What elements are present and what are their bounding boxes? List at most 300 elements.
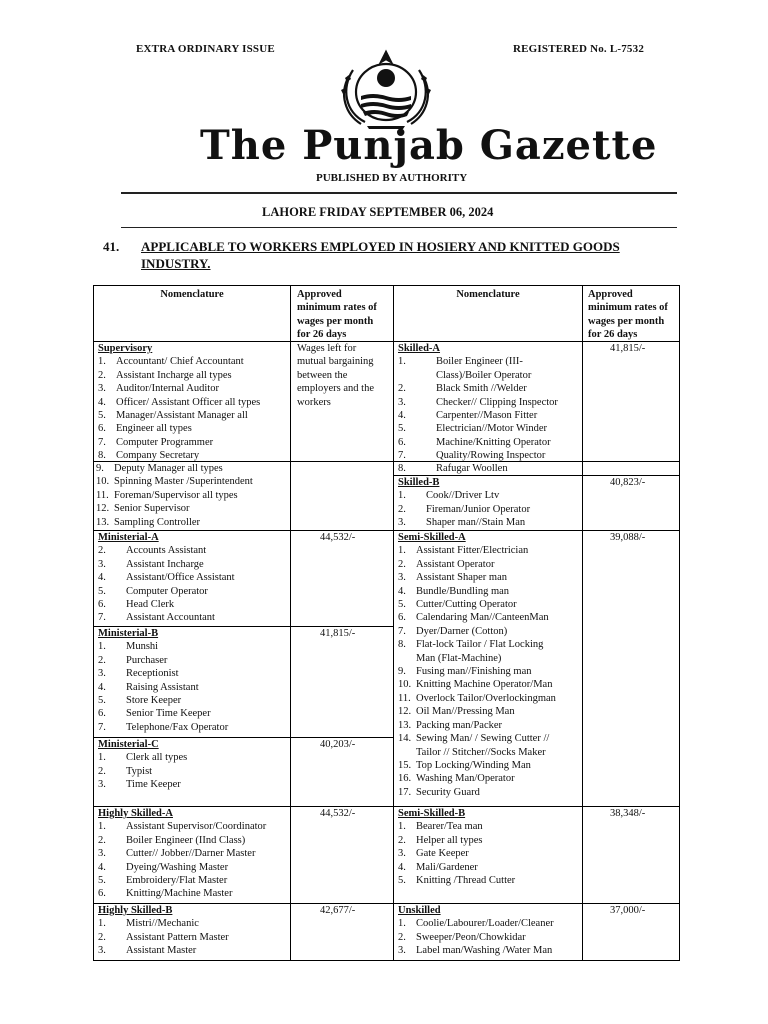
item-number: 4. <box>98 396 106 408</box>
list-item <box>398 369 582 382</box>
item-number: 1. <box>98 821 106 833</box>
group-semi-skilled-b <box>398 807 582 903</box>
list-item <box>98 369 290 382</box>
item-number: 3. <box>398 945 406 957</box>
section-title-cont <box>141 256 211 272</box>
list-item <box>98 765 290 778</box>
item-number: 6. <box>98 599 106 611</box>
rate-line: Wages left for <box>297 343 357 354</box>
list-item <box>98 751 290 764</box>
group-skilled-a-cont <box>398 462 582 475</box>
item-text: Boiler Engineer (III- <box>436 356 523 368</box>
item-number: 2. <box>398 558 406 570</box>
list-item <box>398 355 582 368</box>
group-title: Unskilled <box>398 905 441 916</box>
rate-unskilled: 37,000/- <box>610 905 646 916</box>
item-text: Washing Man/Operator <box>416 773 515 785</box>
item-number: 6. <box>98 423 106 435</box>
item-text: Cutter// Jobber//Darner Master <box>126 848 256 860</box>
group-ministerial-c <box>98 738 290 806</box>
item-number: 1. <box>98 918 106 930</box>
item-number: 6. <box>98 888 106 900</box>
item-text: Company Secretary <box>116 450 200 461</box>
section-title <box>141 239 620 255</box>
list-item <box>398 874 582 887</box>
group-title: Ministerial-B <box>98 628 159 639</box>
item-text: Mali/Gardener <box>416 861 478 873</box>
item-text: Label man/Washing /Water Man <box>416 945 553 957</box>
list-item <box>98 355 290 368</box>
list-item <box>398 678 582 691</box>
list-item <box>398 652 582 665</box>
item-number: 1. <box>98 356 106 368</box>
group-highly-skilled-b <box>98 904 290 960</box>
item-text: Man (Flat-Machine) <box>416 652 502 664</box>
group-ministerial-b <box>98 627 290 737</box>
item-number: 5. <box>98 410 106 422</box>
section-number: 41. <box>103 239 120 254</box>
list-item <box>398 931 582 944</box>
item-number: 6. <box>398 612 406 624</box>
item-number: 3. <box>398 517 406 529</box>
group-title: Semi-Skilled-B <box>398 808 466 819</box>
rate-highly-skilled-a: 44,532/- <box>320 808 356 819</box>
group-title: Ministerial-A <box>98 532 159 543</box>
list-item <box>398 944 582 957</box>
list-item <box>98 694 290 707</box>
rate-line: mutual bargaining <box>297 356 374 368</box>
item-text: Cutter/Cutting Operator <box>416 599 517 611</box>
item-number: 2. <box>398 503 406 515</box>
item-text: Assistant Pattern Master <box>126 931 229 943</box>
list-item <box>398 820 582 833</box>
rate-semi-skilled-a: 39,088/- <box>610 532 646 543</box>
list-item <box>98 667 290 680</box>
item-text: Cook//Driver Ltv <box>426 490 500 502</box>
item-text: Quality/Rowing Inspector <box>436 450 546 461</box>
header-nomenclature-left: Nomenclature <box>160 289 224 300</box>
item-number: 5. <box>398 423 406 435</box>
list-item <box>98 707 290 720</box>
item-text: Embroidery/Flat Master <box>126 875 228 887</box>
item-text: Clerk all types <box>126 752 188 764</box>
list-item <box>98 721 290 734</box>
item-number: 7. <box>398 625 406 637</box>
group-skilled-b <box>398 476 582 530</box>
item-number: 8. <box>398 463 406 474</box>
item-text: Overlock Tailor/Overlockingman <box>416 692 556 704</box>
header-nomenclature-right: Nomenclature <box>456 289 520 300</box>
item-text: Sampling Controller <box>114 516 201 528</box>
rate-line: employers and the <box>297 383 374 395</box>
list-item <box>98 382 290 395</box>
section-title-line2: INDUSTRY. <box>141 256 211 271</box>
item-text: Machine/Knitting Operator <box>436 436 551 448</box>
table-border <box>93 960 680 961</box>
item-number: 1. <box>398 918 406 930</box>
header-rate-line: for 26 days <box>588 329 638 341</box>
gazette-title: The Punjab Gazette <box>200 122 658 169</box>
item-text: Munshi <box>126 641 159 653</box>
list-item <box>96 502 290 515</box>
item-number: 4. <box>398 861 406 873</box>
item-number: 4. <box>98 572 106 584</box>
item-text: Sweeper/Peon/Chowkidar <box>416 931 526 943</box>
item-number: 2. <box>98 545 106 557</box>
table-border <box>679 285 680 961</box>
item-number: 5. <box>98 875 106 887</box>
list-item <box>398 436 582 449</box>
item-text: Bundle/Bundling man <box>416 585 510 597</box>
list-item <box>398 503 582 516</box>
item-number: 15. <box>398 759 412 771</box>
item-text: Foreman/Supervisor all types <box>114 489 238 501</box>
list-item <box>398 516 582 529</box>
rate-ministerial-a: 44,532/- <box>320 532 356 543</box>
list-item <box>398 665 582 678</box>
item-number: 4. <box>398 410 406 422</box>
item-text: Black Smith //Welder <box>436 383 527 395</box>
item-text: Shaper man//Stain Man <box>426 517 526 529</box>
punjab-emblem-icon <box>331 48 441 130</box>
dateline: LAHORE FRIDAY SEPTEMBER 06, 2024 <box>262 205 494 219</box>
list-item <box>98 409 290 422</box>
list-item <box>96 516 290 529</box>
header-rate-line: wages per month <box>588 315 665 327</box>
item-number: 3. <box>398 572 406 584</box>
header-rate-line: minimum rates of <box>297 302 377 314</box>
item-text: Fireman/Junior Operator <box>426 503 531 515</box>
item-number: 1. <box>398 545 406 557</box>
item-number: 10. <box>398 679 412 691</box>
header-rate-line: wages per month <box>297 315 374 327</box>
item-number: 13. <box>96 516 110 528</box>
item-text: Tailor // Stitcher//Socks Maker <box>416 746 546 758</box>
rate-line: workers <box>297 396 331 408</box>
list-item <box>98 585 290 598</box>
group-ministerial-a <box>98 531 290 626</box>
list-item <box>398 861 582 874</box>
item-text: Knitting /Thread Cutter <box>416 875 516 887</box>
group-title: Ministerial-C <box>98 739 159 750</box>
item-text: Computer Programmer <box>116 436 214 448</box>
header-rate-left <box>297 288 392 342</box>
item-text: Telephone/Fax Operator <box>126 721 229 733</box>
table-border <box>582 285 583 961</box>
item-text: Coolie/Labourer/Loader/Cleaner <box>416 918 554 930</box>
list-item <box>98 820 290 833</box>
item-text: Gate Keeper <box>416 848 469 860</box>
item-number: 7. <box>98 721 106 733</box>
item-number: 2. <box>398 383 406 395</box>
list-item <box>398 732 582 745</box>
item-text: Mistri//Mechanic <box>126 918 199 930</box>
item-text: Assistant Master <box>126 945 197 957</box>
list-item <box>398 746 582 759</box>
item-number: 5. <box>398 875 406 887</box>
item-number: 3. <box>398 396 406 408</box>
list-item <box>98 544 290 557</box>
rate-line: between the <box>297 369 348 381</box>
item-text: Boiler Engineer (IInd Class) <box>126 834 246 846</box>
item-number: 7. <box>98 436 106 448</box>
item-number: 1. <box>398 490 406 502</box>
item-text: Assistant Incharge <box>126 558 204 570</box>
header-rate-line: Approved <box>588 289 633 300</box>
item-number: 3. <box>398 848 406 860</box>
group-title: Skilled-A <box>398 343 441 354</box>
list-item <box>398 409 582 422</box>
item-number: 2. <box>98 369 106 381</box>
item-number: 1. <box>398 821 406 833</box>
rate-skilled-a: 41,815/- <box>610 343 646 354</box>
item-number: 2. <box>98 765 106 777</box>
item-text: Time Keeper <box>126 779 181 791</box>
list-item <box>98 874 290 887</box>
item-text: Security Guard <box>416 786 480 798</box>
item-text: Purchaser <box>126 654 168 666</box>
header-rule-top <box>121 192 677 194</box>
item-number: 1. <box>98 752 106 764</box>
item-text: Auditor/Internal Auditor <box>116 383 219 395</box>
group-skilled-a <box>398 342 582 461</box>
item-number: 5. <box>98 585 106 597</box>
header-rate-line: minimum rates of <box>588 302 668 314</box>
item-text: Spinning Master /Superintendent <box>114 476 253 488</box>
item-text: Class)/Boiler Operator <box>436 369 532 381</box>
list-item <box>96 462 290 475</box>
item-text: Top Locking/Winding Man <box>416 759 531 771</box>
item-number: 7. <box>398 450 406 461</box>
list-item <box>398 449 582 461</box>
list-item <box>398 719 582 732</box>
list-item <box>98 847 290 860</box>
item-number: 8. <box>398 639 406 651</box>
list-item <box>398 598 582 611</box>
item-number: 8. <box>98 450 106 461</box>
header-rate-right <box>588 288 680 342</box>
list-item <box>398 638 582 651</box>
item-number: 11. <box>398 692 411 704</box>
item-text: Knitting/Machine Master <box>126 888 233 900</box>
list-item <box>398 847 582 860</box>
item-text: Head Clerk <box>126 599 175 611</box>
list-item <box>398 422 582 435</box>
list-item <box>96 489 290 502</box>
list-item <box>398 705 582 718</box>
list-item <box>398 786 582 799</box>
item-number: 7. <box>98 612 106 624</box>
table-border <box>93 285 94 961</box>
rate-ministerial-c: 40,203/- <box>320 739 356 750</box>
list-item <box>98 944 290 957</box>
item-number: 13. <box>398 719 412 731</box>
item-text: Carpenter//Mason Fitter <box>436 410 538 422</box>
item-text: Manager/Assistant Manager all <box>116 410 248 422</box>
item-number: 4. <box>98 861 106 873</box>
item-text: Packing man/Packer <box>416 719 503 731</box>
item-text: Fusing man//Finishing man <box>416 666 532 678</box>
item-number: 10. <box>96 476 110 488</box>
list-item <box>98 640 290 653</box>
group-unskilled <box>398 904 582 960</box>
item-number: 2. <box>98 834 106 846</box>
item-text: Assistant Incharge all types <box>116 369 232 381</box>
header-rate-line: for 26 days <box>297 329 347 341</box>
list-item <box>98 449 290 461</box>
item-number: 5. <box>398 599 406 611</box>
item-number: 4. <box>98 681 106 693</box>
list-item <box>398 611 582 624</box>
group-title: Skilled-B <box>398 477 440 488</box>
item-text: Dyeing/Washing Master <box>126 861 229 873</box>
item-text: Engineer all types <box>116 423 192 435</box>
group-title: Supervisory <box>98 343 153 354</box>
section-title-line1: APPLICABLE TO WORKERS EMPLOYED IN HOSIERY AND KNITTED GOODS <box>141 239 620 254</box>
item-text: Knitting Machine Operator/Man <box>416 679 553 691</box>
list-item <box>98 558 290 571</box>
item-number: 2. <box>98 654 106 666</box>
list-item <box>98 778 290 791</box>
item-number: 3. <box>98 848 106 860</box>
item-number: 3. <box>98 668 106 680</box>
item-text: Dyer/Darner (Cotton) <box>416 625 508 637</box>
list-item <box>96 475 290 488</box>
rate-supervisory <box>297 342 392 409</box>
list-item <box>398 489 582 502</box>
item-text: Electrician//Motor Winder <box>436 423 548 435</box>
item-text: Assistant Fitter/Electrician <box>416 545 529 557</box>
list-item <box>98 917 290 930</box>
list-item <box>398 772 582 785</box>
item-text: Deputy Manager all types <box>114 463 223 474</box>
rate-highly-skilled-b: 42,677/- <box>320 905 356 916</box>
list-item <box>98 681 290 694</box>
item-text: Assistant Supervisor/Coordinator <box>126 821 267 833</box>
list-item <box>398 585 582 598</box>
list-item <box>398 544 582 557</box>
item-text: Calendaring Man//CanteenMan <box>416 612 549 624</box>
item-text: Rafugar Woollen <box>436 463 508 474</box>
item-number: 14. <box>398 733 412 745</box>
group-supervisory-cont <box>96 462 290 529</box>
group-title: Semi-Skilled-A <box>398 532 466 543</box>
item-number: 3. <box>98 383 106 395</box>
list-item <box>98 422 290 435</box>
issue-label: EXTRA ORDINARY ISSUE <box>136 43 275 55</box>
list-item <box>98 436 290 449</box>
item-text: Receptionist <box>126 668 179 680</box>
group-highly-skilled-a <box>98 807 290 903</box>
item-number: 4. <box>398 585 406 597</box>
rate-ministerial-b: 41,815/- <box>320 628 356 639</box>
item-text: Helper all types <box>416 834 483 846</box>
rate-semi-skilled-b: 38,348/- <box>610 808 646 819</box>
list-item <box>98 834 290 847</box>
item-text: Assistant Shaper man <box>416 572 507 584</box>
list-item <box>398 571 582 584</box>
list-item <box>398 462 582 475</box>
list-item <box>398 382 582 395</box>
item-text: Bearer/Tea man <box>416 821 483 833</box>
item-number: 2. <box>398 931 406 943</box>
item-text: Assistant/Office Assistant <box>126 572 235 584</box>
item-text: Officer/ Assistant Officer all types <box>116 396 261 408</box>
item-text: Flat-lock Tailor / Flat Locking <box>416 639 544 651</box>
header-rule-bottom <box>121 227 677 228</box>
list-item <box>98 654 290 667</box>
table-border <box>393 285 394 961</box>
item-text: Store Keeper <box>126 695 182 707</box>
group-title: Highly Skilled-A <box>98 808 173 819</box>
published-by-authority: PUBLISHED BY AUTHORITY <box>316 172 468 184</box>
list-item <box>398 759 582 772</box>
item-text: Typist <box>126 765 153 777</box>
list-item <box>398 917 582 930</box>
item-text: Assistant Accountant <box>126 612 215 624</box>
item-number: 3. <box>98 779 106 791</box>
item-text: Oil Man//Pressing Man <box>416 706 515 718</box>
item-number: 3. <box>98 945 106 957</box>
list-item <box>398 558 582 571</box>
item-text: Senior Supervisor <box>114 503 190 515</box>
item-number: 17. <box>398 786 412 798</box>
list-item <box>98 861 290 874</box>
item-number: 1. <box>98 641 106 653</box>
group-title: Highly Skilled-B <box>98 905 173 916</box>
list-item <box>398 396 582 409</box>
item-text: Checker// Clipping Inspector <box>436 396 558 408</box>
list-item <box>98 598 290 611</box>
list-item <box>398 625 582 638</box>
header-rate-line: Approved <box>297 289 342 300</box>
rate-skilled-b: 40,823/- <box>610 477 646 488</box>
list-item <box>98 571 290 584</box>
item-number: 12. <box>96 503 110 515</box>
list-item <box>98 931 290 944</box>
item-text: Assistant Operator <box>416 558 495 570</box>
table-border <box>93 285 680 286</box>
item-text: Computer Operator <box>126 585 208 597</box>
registration-number: REGISTERED No. L-7532 <box>513 43 645 55</box>
item-number: 11. <box>96 489 109 501</box>
list-item <box>98 611 290 624</box>
item-number: 2. <box>98 931 106 943</box>
item-number: 9. <box>398 666 406 678</box>
list-item <box>398 834 582 847</box>
item-number: 2. <box>398 834 406 846</box>
item-number: 6. <box>398 436 406 448</box>
list-item <box>98 396 290 409</box>
list-item <box>398 692 582 705</box>
item-number: 3. <box>98 558 106 570</box>
table-border <box>290 285 291 961</box>
group-semi-skilled-a <box>398 531 582 806</box>
item-text: Senior Time Keeper <box>126 708 211 720</box>
item-number: 16. <box>398 773 412 785</box>
item-number: 5. <box>98 695 106 707</box>
list-item <box>98 887 290 900</box>
item-text: Raising Assistant <box>126 681 199 693</box>
item-text: Sewing Man/ / Sewing Cutter // <box>416 733 550 745</box>
group-supervisory <box>98 342 290 461</box>
item-number: 9. <box>96 463 104 474</box>
item-number: 12. <box>398 706 412 718</box>
item-text: Accounts Assistant <box>126 545 207 557</box>
item-number: 1. <box>398 356 406 368</box>
item-text: Accountant/ Chief Accountant <box>116 356 244 368</box>
item-number: 6. <box>98 708 106 720</box>
